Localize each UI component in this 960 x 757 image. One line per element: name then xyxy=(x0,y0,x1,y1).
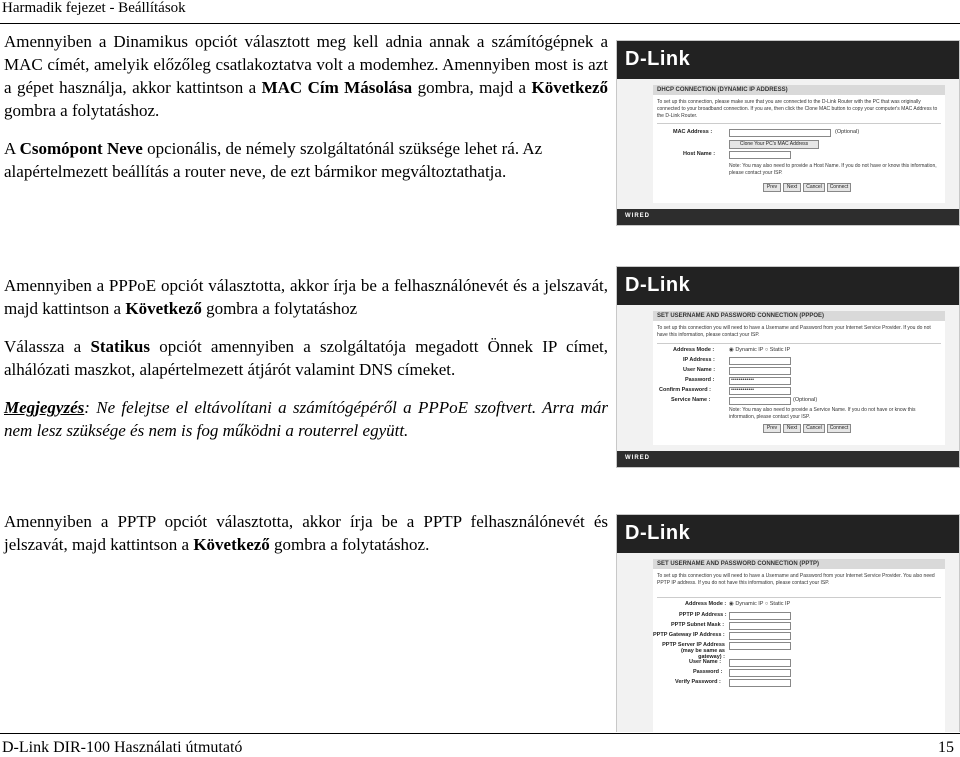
dynamic-ip-radio[interactable]: Dynamic IP xyxy=(735,347,764,353)
panel-description: To set up this connection, please make sure that you are connected to the D-Link Router with the PC that was originally connected to your broadband connection. If you are, then click the Clone MAC button to copy your computer's MAC Address to the D-Link Router. xyxy=(657,99,938,119)
ip-input[interactable] xyxy=(729,357,791,365)
username-input[interactable] xyxy=(729,659,791,667)
prev-button[interactable]: Prev xyxy=(763,183,781,192)
address-mode-row: Address Mode : ◉ Dynamic IP ○ Static IP xyxy=(685,601,791,607)
service-row: Service Name : (Optional) xyxy=(671,397,818,403)
dlink-banner xyxy=(617,267,959,305)
page-number: 15 xyxy=(938,739,954,756)
password-row: Password : xyxy=(653,669,945,678)
pptp-ip-row: PPTP IP Address : xyxy=(653,612,945,621)
wired-footer: WIRED xyxy=(617,451,959,467)
panel-title: SET USERNAME AND PASSWORD CONNECTION (PPPOE) xyxy=(657,313,825,319)
host-input[interactable] xyxy=(729,151,791,159)
cancel-button[interactable]: Cancel xyxy=(803,183,825,192)
service-name-input[interactable] xyxy=(729,397,791,405)
clone-mac-button[interactable]: Clone Your PC's MAC Address xyxy=(729,140,819,149)
static-ip-radio[interactable]: Static IP xyxy=(769,347,791,353)
pptp-ip-input[interactable] xyxy=(729,612,791,620)
page-header xyxy=(0,0,960,22)
pppoe-panel xyxy=(653,311,945,445)
chapter-title: Harmadik fejezet - Beállítások xyxy=(2,0,186,16)
next-button[interactable]: Next xyxy=(783,424,801,433)
hostname-paragraph: A Csomópont Neve opcionális, de némely szolgáltatónál szüksége lehet rá. Az alapértelmezett beállítás a router neve, de ezt bármikor megváltoztathatja. xyxy=(4,139,543,181)
static-ip-radio[interactable]: Static IP xyxy=(769,601,791,607)
section-pppoe-text xyxy=(4,274,608,455)
pptp-mask-input[interactable] xyxy=(729,622,791,630)
prev-button[interactable]: Prev xyxy=(763,424,781,433)
screenshot-pppoe xyxy=(616,266,960,468)
footer-manual-title: D-Link DIR-100 Használati útmutató xyxy=(2,739,243,756)
password-row: Password : •••••••••••• xyxy=(653,377,945,386)
username-input[interactable] xyxy=(729,367,791,375)
section-dhcp-text xyxy=(4,30,608,196)
address-mode-row: Address Mode : ◉ Dynamic IP ○ Static IP xyxy=(673,347,791,353)
username-row: User Name : xyxy=(653,659,945,668)
screenshot-pptp xyxy=(616,514,960,732)
connect-button[interactable]: Connect xyxy=(827,183,851,192)
pptp-paragraph: Amennyiben a PPTP opciót választotta, akkor írja be a PPTP felhasználónevét és jelszavát, majd kattintson a Következő gombra a folytatáshoz. xyxy=(4,512,608,554)
pppoe-paragraph: Amennyiben a PPPoE opciót választotta, akkor írja be a felhasználónevét és a jelszavát, majd kattintson a Következő gombra a folytatáshoz xyxy=(4,276,608,318)
connect-button[interactable]: Connect xyxy=(827,424,851,433)
panel-title: DHCP CONNECTION (DYNAMIC IP ADDRESS) xyxy=(657,87,788,93)
panel-description: To set up this connection you will need to have a Username and Password from your Internet Service Provider. If you do not have this information, please contact your ISP. xyxy=(657,325,931,338)
username-row: User Name : xyxy=(653,367,945,376)
cancel-button[interactable]: Cancel xyxy=(803,424,825,433)
header-rule xyxy=(0,23,960,24)
dlink-logo: D-Link xyxy=(625,274,691,296)
pptp-mask-row: PPTP Subnet Mask : xyxy=(653,622,945,631)
dlink-banner xyxy=(617,41,959,79)
password-input[interactable] xyxy=(729,669,791,677)
confirm-row: Confirm Password : •••••••••••• xyxy=(653,387,945,396)
host-note: Note: You may also need to provide a Host Name. If you do not have or know this information, please contact your ISP. xyxy=(729,163,937,176)
pptp-gateway-row: PPTP Gateway IP Address : xyxy=(653,632,945,641)
section-pptp-text xyxy=(4,510,608,569)
screenshot-dhcp xyxy=(616,40,960,226)
static-paragraph: Válassza a Statikus opciót amennyiben a szolgáltatója megadott Önnek IP címet, alhálózati maszkot, alapértelmezett átjárót valamint DNS címeket. xyxy=(4,337,608,379)
pptp-server-input[interactable] xyxy=(729,642,791,650)
service-note: Note: You may also need to provide a Service Name. If you do not have or know this information, please contact your ISP. xyxy=(729,407,916,420)
dlink-banner xyxy=(617,515,959,553)
panel-title: SET USERNAME AND PASSWORD CONNECTION (PPTP) xyxy=(657,561,820,567)
wired-footer: WIRED xyxy=(617,209,959,225)
host-row: Host Name : xyxy=(653,151,945,160)
panel-description: To set up this connection you will need to have a Username and Password from your Internet Service Provider. You also need PPTP IP address. If you do not have this information, please contact your ISP. xyxy=(657,573,935,586)
verify-password-input[interactable] xyxy=(729,679,791,687)
next-button[interactable]: Next xyxy=(783,183,801,192)
dlink-logo: D-Link xyxy=(625,48,691,70)
mac-row: MAC Address : (Optional) xyxy=(673,129,860,135)
footer-rule xyxy=(0,733,960,734)
dhcp-panel xyxy=(653,85,945,203)
ip-row: IP Address : xyxy=(653,357,945,366)
dynamic-ip-radio[interactable]: Dynamic IP xyxy=(735,601,764,607)
pptp-server-row: PPTP Server IP Address (may be same as gateway) : xyxy=(653,642,945,656)
pptp-gateway-input[interactable] xyxy=(729,632,791,640)
dhcp-paragraph: Amennyiben a Dinamikus opciót választott meg kell adnia annak a számítógépnek a MAC címét, amelyik előzőleg csatlakoztatva volt a modemhez. Amennyiben most is azt a gépet használja, akkor kattintson a MAC Cím Másolása gombra, majd a Következő gombra a folytatáshoz. xyxy=(4,32,608,120)
verify-password-row: Verify Password : xyxy=(653,679,945,688)
mac-input[interactable] xyxy=(729,129,831,137)
dlink-logo: D-Link xyxy=(625,522,691,544)
note-paragraph: Megjegyzés: Ne felejtse el eltávolítani a számítógépéről a PPPoE szoftvert. Arra már nem lesz szüksége és nem is fog működni a routerrel együtt. xyxy=(4,398,608,440)
pptp-panel xyxy=(653,559,945,732)
